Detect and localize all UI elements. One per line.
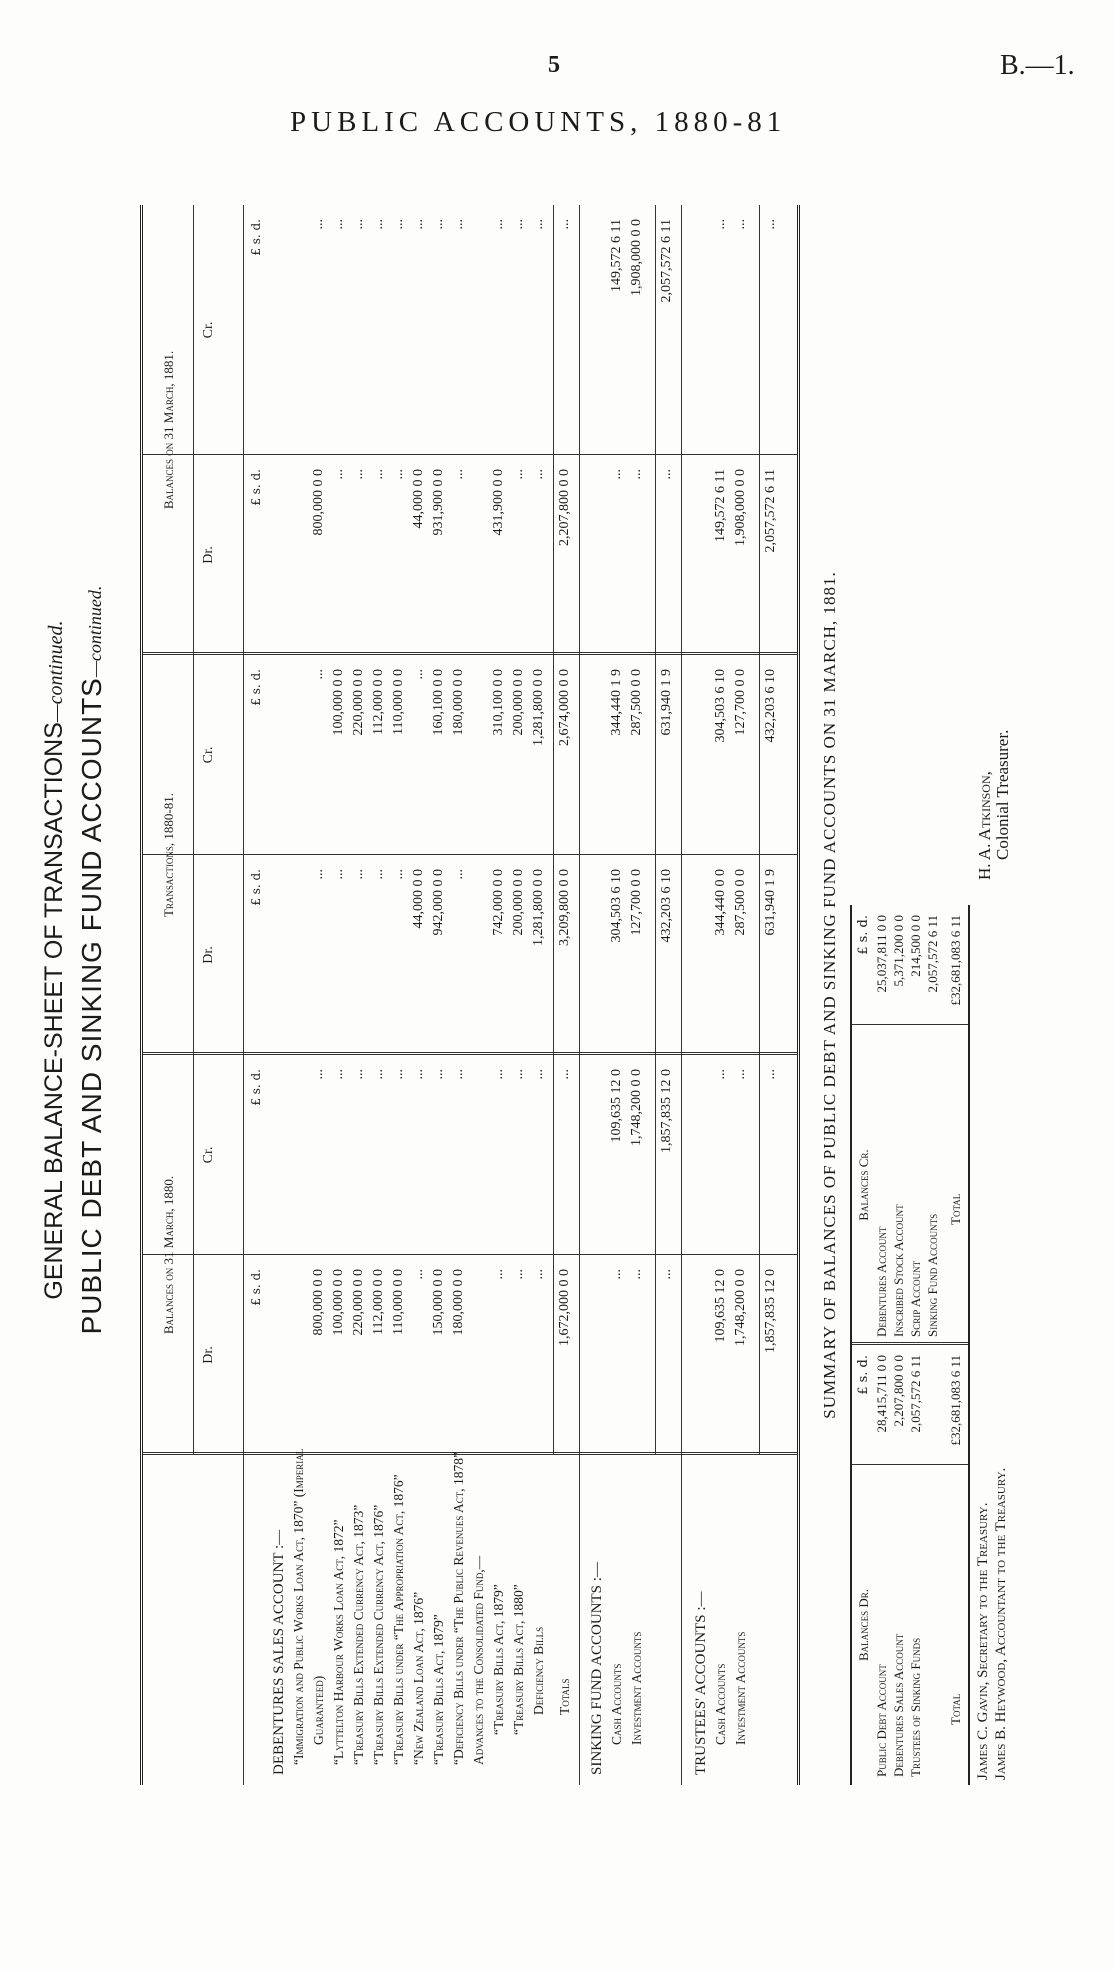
page-heading: PUBLIC ACCOUNTS, 1880-81 [290, 106, 787, 138]
cell-c5: ... [351, 469, 366, 480]
summary-dr-label: Debentures Sales Account [891, 1633, 906, 1777]
section-heading: TRUSTEES' ACCOUNTS :— [693, 1591, 709, 1775]
cell-c5: ... [659, 469, 674, 480]
cell-c5: 149,572 6 11 [713, 469, 728, 542]
cell-c1: ... [491, 1269, 506, 1280]
rotated-balance-sheet [40, 40, 1020, 1880]
cell-c3: ... [331, 869, 346, 880]
row-label: Cash Accounts [713, 1663, 728, 1745]
cell-c4: ... [411, 669, 426, 680]
cell-c3: 344,440 0 0 [713, 869, 728, 936]
cell-c2: ... [451, 1069, 466, 1080]
column-head-dr: Dr. [201, 1346, 216, 1364]
row-label: Investment Accounts [733, 1631, 748, 1745]
cell-c3: 304,503 6 10 [609, 869, 624, 943]
cell-c2: ... [331, 1069, 346, 1080]
cell-c2: ... [431, 1069, 446, 1080]
cell-c5: 800,000 0 0 [311, 469, 326, 536]
cell-c6: ... [713, 219, 728, 230]
page-number: 5 [548, 52, 560, 78]
signature-title: Colonial Treasurer. [993, 729, 1012, 860]
cell-c6: ... [511, 219, 526, 230]
cell-c3: ... [311, 869, 326, 880]
cell-c1: 109,635 12 0 [713, 1269, 728, 1343]
summary-cr-label: Sinking Fund Accounts [925, 1213, 940, 1337]
cell-c3: 742,000 0 0 [491, 869, 506, 936]
summary-cr-value: 214,500 0 0 [908, 915, 923, 977]
cell-c6: ... [557, 219, 572, 230]
cell-c2: 1,748,200 0 0 [629, 1069, 644, 1146]
cell-c2: 1,857,835 12 0 [659, 1069, 674, 1153]
summary-dr-total-label: Total [948, 1693, 963, 1725]
cell-c1: 100,000 0 0 [331, 1269, 346, 1336]
cell-c2: 109,635 12 0 [609, 1069, 624, 1143]
cell-c2: ... [351, 1069, 366, 1080]
cell-c4: 2,674,000 0 0 [557, 669, 572, 746]
cell-c3: 287,500 0 0 [733, 869, 748, 936]
cell-c6: ... [371, 219, 386, 230]
cell-c4: 1,281,800 0 0 [531, 669, 546, 746]
row-label: Cash Accounts [609, 1663, 624, 1745]
summary-dr-heading: Balances Dr. [856, 1588, 871, 1662]
cell-c4: 287,500 0 0 [629, 669, 644, 736]
cell-c5: ... [511, 469, 526, 480]
cell-c4: 220,000 0 0 [351, 669, 366, 736]
cell-c4: 112,000 0 0 [371, 669, 386, 735]
cell-c6: ... [311, 219, 326, 230]
row-label: “Immigration and Public Works Loan Act, 1870” (Imperial [291, 1448, 306, 1765]
cell-c1: 1,748,200 0 0 [733, 1269, 748, 1346]
summary-dr-total: £32,681,083 6 11 [948, 1355, 963, 1446]
header-balances-1880: Balances on 31 March, 1880. [161, 1175, 176, 1335]
summary-title: SUMMARY OF BALANCES OF PUBLIC DEBT AND SINKING FUND ACCOUNTS ON 31 MARCH, 1881. [820, 571, 839, 1419]
cell-c6: 149,572 6 11 [609, 219, 624, 292]
summary-units: £ s. d. [856, 1355, 871, 1395]
cell-c1: 1,672,000 0 0 [557, 1269, 572, 1346]
title-line-1: GENERAL BALANCE-SHEET OF TRANSACTIONS—continued. [40, 620, 68, 1300]
summary-cr-label: Debentures Account [874, 1226, 889, 1337]
signature-gavin: James C. Gavin, Secretary to the Treasury. [975, 1502, 991, 1780]
balance-table [140, 205, 800, 1785]
summary-dr-value: 28,415,711 0 0 [874, 1355, 889, 1433]
cell-c1: ... [659, 1269, 674, 1280]
document-reference: B.—1. [1000, 50, 1075, 81]
cell-c4: ... [311, 669, 326, 680]
summary-cr-heading: Balances Cr. [856, 1149, 871, 1221]
column-units: £ s. d. [249, 219, 263, 256]
summary-table [850, 905, 970, 1785]
cell-c5: ... [531, 469, 546, 480]
cell-c4: 344,440 1 9 [609, 669, 624, 736]
row-label: “Deficiency Bills under “The Public Revenues Act, 1878” [451, 1452, 466, 1765]
cell-c4: 100,000 0 0 [331, 669, 346, 736]
cell-c2: ... [311, 1069, 326, 1080]
summary-cr-label: Inscribed Stock Account [891, 1204, 906, 1337]
cell-c1: 112,000 0 0 [371, 1269, 386, 1335]
cell-c4: 200,000 0 0 [511, 669, 526, 736]
cell-c6: ... [351, 219, 366, 230]
summary-dr-label: Trustees of Sinking Funds [908, 1637, 923, 1777]
cell-c4: 432,203 6 10 [763, 669, 778, 743]
cell-c3: 942,000 0 0 [431, 869, 446, 936]
cell-c1: 800,000 0 0 [311, 1269, 326, 1336]
row-label: “Lyttelton Harbour Works Loan Act, 1872” [331, 1519, 346, 1765]
summary-dr-label: Public Debt Account [874, 1664, 889, 1777]
cell-c6: ... [451, 219, 466, 230]
cell-c2: ... [371, 1069, 386, 1080]
section-heading: DEBENTURES SALES ACCOUNT :— [271, 1529, 287, 1775]
cell-c5: 1,908,000 0 0 [733, 469, 748, 546]
row-label: “Treasury Bills Act, 1879” [431, 1614, 446, 1765]
cell-c5: ... [331, 469, 346, 480]
row-label: “Treasury Bills Extended Currency Act, 1873” [351, 1504, 366, 1765]
cell-c3: ... [371, 869, 386, 880]
cell-c3: 432,203 6 10 [659, 869, 674, 943]
cell-c1: ... [411, 1269, 426, 1280]
cell-c6: ... [391, 219, 406, 230]
signature-atkinson: H. A. Atkinson, [975, 771, 994, 880]
cell-c5: ... [371, 469, 386, 480]
row-label: Deficiency Bills [531, 1626, 546, 1715]
column-head-cr: Cr. [201, 1146, 216, 1164]
cell-c4: 180,000 0 0 [451, 669, 466, 736]
cell-c5: ... [451, 469, 466, 480]
column-units: £ s. d. [249, 669, 263, 706]
cell-c2: ... [391, 1069, 406, 1080]
summary-cr-value: 2,057,572 6 11 [925, 915, 940, 993]
row-label: “New Zealand Loan Act, 1876” [411, 1591, 426, 1765]
cell-c3: ... [351, 869, 366, 880]
cell-c3: 1,281,800 0 0 [531, 869, 546, 946]
header-transactions: Transactions, 1880-81. [161, 792, 176, 918]
section-heading: SINKING FUND ACCOUNTS :— [589, 1562, 605, 1775]
cell-c6: ... [411, 219, 426, 230]
summary-cr-total-label: Total [948, 1193, 963, 1225]
cell-c4: 127,700 0 0 [733, 669, 748, 736]
row-label: “Treasury Bills Act, 1879” [491, 1584, 506, 1735]
cell-c6: 1,908,000 0 0 [629, 219, 644, 296]
cell-c6: ... [763, 219, 778, 230]
cell-c1: ... [531, 1269, 546, 1280]
column-units: £ s. d. [249, 1069, 263, 1106]
cell-c2: ... [531, 1069, 546, 1080]
cell-c2: ... [557, 1069, 572, 1080]
cell-c5: 431,900 0 0 [491, 469, 506, 536]
title-line-2: PUBLIC DEBT AND SINKING FUND ACCOUNTS—continued. [76, 585, 107, 1335]
cell-c5: 2,207,800 0 0 [557, 469, 572, 546]
cell-c3: 3,209,800 0 0 [557, 869, 572, 946]
column-head-dr: Dr. [201, 946, 216, 964]
cell-c2: ... [411, 1069, 426, 1080]
column-head-dr: Dr. [201, 546, 216, 564]
cell-c2: ... [733, 1069, 748, 1080]
cell-c1: 180,000 0 0 [451, 1269, 466, 1336]
cell-c5: ... [609, 469, 624, 480]
cell-c5: ... [629, 469, 644, 480]
row-label: Investment Accounts [629, 1631, 644, 1745]
totals-label: Totals [557, 1678, 572, 1715]
summary-cr-label: Scrip Account [908, 1260, 923, 1337]
cell-c6: ... [531, 219, 546, 230]
cell-c5: 931,900 0 0 [431, 469, 446, 536]
summary-cr-total: £32,681,083 6 11 [948, 915, 963, 1006]
cell-c2: ... [713, 1069, 728, 1080]
cell-c2: ... [491, 1069, 506, 1080]
cell-c5: 44,000 0 0 [411, 469, 426, 529]
cell-c1: ... [511, 1269, 526, 1280]
row-label: Guaranteed) [311, 1675, 326, 1745]
cell-c6: 2,057,572 6 11 [659, 219, 674, 303]
row-label: Advances to the Consolidated Fund,— [471, 1555, 486, 1765]
cell-c6: ... [331, 219, 346, 230]
cell-c6: ... [491, 219, 506, 230]
cell-c3: 631,940 1 9 [763, 869, 778, 936]
cell-c6: ... [733, 219, 748, 230]
cell-c2: ... [511, 1069, 526, 1080]
cell-c2: ... [763, 1069, 778, 1080]
row-label: “Treasury Bills under “The Appropriation Act, 1876” [391, 1474, 406, 1765]
cell-c4: 310,100 0 0 [491, 669, 506, 736]
column-head-cr: Cr. [201, 746, 216, 764]
cell-c5: 2,057,572 6 11 [763, 469, 778, 553]
signature-heywood: James B. Heywood, Accountant to the Treasury. [993, 1467, 1009, 1780]
column-head-cr: Cr. [201, 321, 216, 339]
column-units: £ s. d. [249, 469, 263, 506]
cell-c1: 220,000 0 0 [351, 1269, 366, 1336]
cell-c3: 127,700 0 0 [629, 869, 644, 936]
cell-c1: ... [609, 1269, 624, 1280]
cell-c1: 1,857,835 12 0 [763, 1269, 778, 1353]
summary-cr-value: 25,037,811 0 0 [874, 915, 889, 993]
row-label: “Treasury Bills Extended Currency Act, 1876” [371, 1504, 386, 1765]
cell-c1: 110,000 0 0 [391, 1269, 406, 1335]
cell-c3: 44,000 0 0 [411, 869, 426, 929]
cell-c4: 631,940 1 9 [659, 669, 674, 736]
cell-c4: 110,000 0 0 [391, 669, 406, 735]
cell-c3: ... [451, 869, 466, 880]
cell-c1: ... [629, 1269, 644, 1280]
cell-c5: ... [391, 469, 406, 480]
cell-c4: 160,100 0 0 [431, 669, 446, 736]
row-label: “Treasury Bills Act, 1880” [511, 1584, 526, 1735]
column-units: £ s. d. [249, 869, 263, 906]
summary-units: £ s. d. [856, 915, 871, 955]
summary-cr-value: 5,371,200 0 0 [891, 915, 906, 987]
column-units: £ s. d. [249, 1269, 263, 1306]
summary-dr-value: 2,207,800 0 0 [891, 1355, 906, 1427]
summary-dr-value: 2,057,572 6 11 [908, 1355, 923, 1433]
cell-c6: ... [431, 219, 446, 230]
cell-c3: ... [391, 869, 406, 880]
cell-c4: 304,503 6 10 [713, 669, 728, 743]
header-balances-1881: Balances on 31 March, 1881. [161, 350, 176, 510]
cell-c3: 200,000 0 0 [511, 869, 526, 936]
cell-c1: 150,000 0 0 [431, 1269, 446, 1336]
